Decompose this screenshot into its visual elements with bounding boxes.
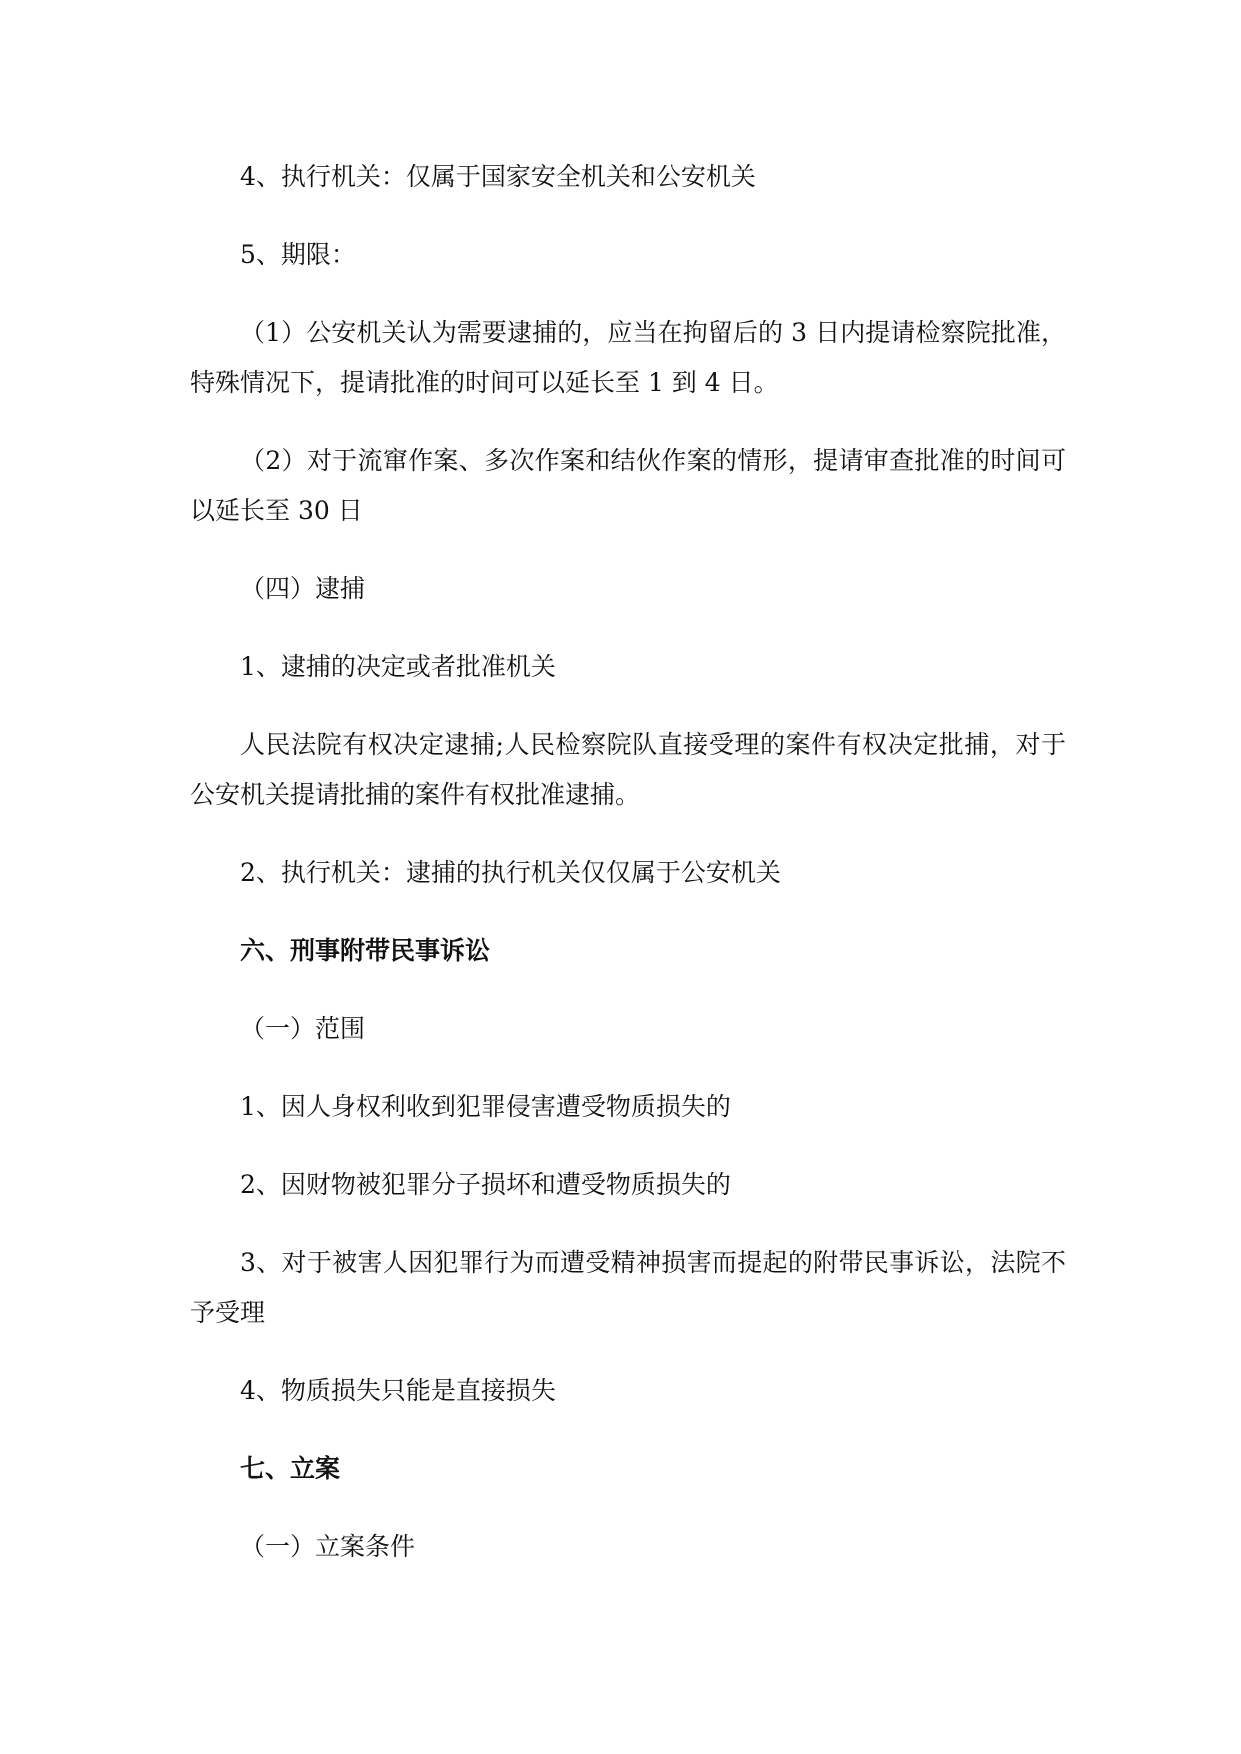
heading-line: 六、刑事附带民事诉讼: [240, 936, 491, 965]
subitem-1-detention-request-period: [190, 308, 1066, 408]
paragraph-line: 4、物质损失只能是直接损失: [240, 1376, 556, 1405]
item-1-personal-rights-loss: [190, 1082, 1066, 1132]
item-2-arrest-executing-authority: [190, 848, 1066, 898]
paragraph-line: （2）对于流窜作案、多次作案和结伙作案的情形，提请审查批准的时间可: [240, 446, 1066, 475]
paragraph-line: 2、因财物被犯罪分子损坏和遭受物质损失的: [240, 1170, 731, 1199]
paragraph-line: 人民法院有权决定逮捕;人民检察院队直接受理的案件有权决定批捕，对于: [240, 730, 1066, 759]
paragraph-line: 予受理: [190, 1298, 266, 1327]
subitem-2-extended-period: [190, 436, 1066, 536]
paragraph-line: 以延长至 30 日: [190, 496, 363, 525]
section-4-arrest: [190, 564, 1066, 614]
item-4-direct-loss-only: [190, 1366, 1066, 1416]
heading-line: 七、立案: [240, 1454, 341, 1483]
heading-7-case-filing: [190, 1444, 1066, 1494]
item-1-arrest-approval-authority: [190, 642, 1066, 692]
paragraph-line: （一）范围: [240, 1014, 366, 1043]
paragraph-line: 1、因人身权利收到犯罪侵害遭受物质损失的: [240, 1092, 731, 1121]
item-4-executing-authority: [190, 152, 1066, 202]
paragraph-line: 3、对于被害人因犯罪行为而遭受精神损害而提起的附带民事诉讼，法院不: [240, 1248, 1066, 1277]
subsection-1-filing-conditions: [190, 1522, 1066, 1572]
paragraph-line: 5、期限：: [240, 240, 356, 269]
subsection-1-scope: [190, 1004, 1066, 1054]
paragraph-line: 1、逮捕的决定或者批准机关: [240, 652, 556, 681]
paragraph-line: 2、执行机关：逮捕的执行机关仅仅属于公安机关: [240, 858, 781, 887]
paragraph-line: 特殊情况下，提请批准的时间可以延长至 1 到 4 日。: [190, 368, 779, 397]
item-3-mental-damage-not-accepted: [190, 1238, 1066, 1338]
document-body: [190, 152, 1066, 1600]
heading-6-incidental-civil-action: [190, 926, 1066, 976]
paragraph-line: （四）逮捕: [240, 574, 366, 603]
item-2-property-damage-loss: [190, 1160, 1066, 1210]
paragraph-line: 公安机关提请批捕的案件有权批准逮捕。: [190, 780, 641, 809]
paragraph-line: （一）立案条件: [240, 1532, 416, 1561]
paragraph-line: （1）公安机关认为需要逮捕的，应当在拘留后的 3 日内提请检察院批准，: [240, 318, 1066, 347]
item-5-time-limit: [190, 230, 1066, 280]
paragraph-arrest-decision-powers: [190, 720, 1066, 820]
paragraph-line: 4、执行机关：仅属于国家安全机关和公安机关: [240, 162, 756, 191]
